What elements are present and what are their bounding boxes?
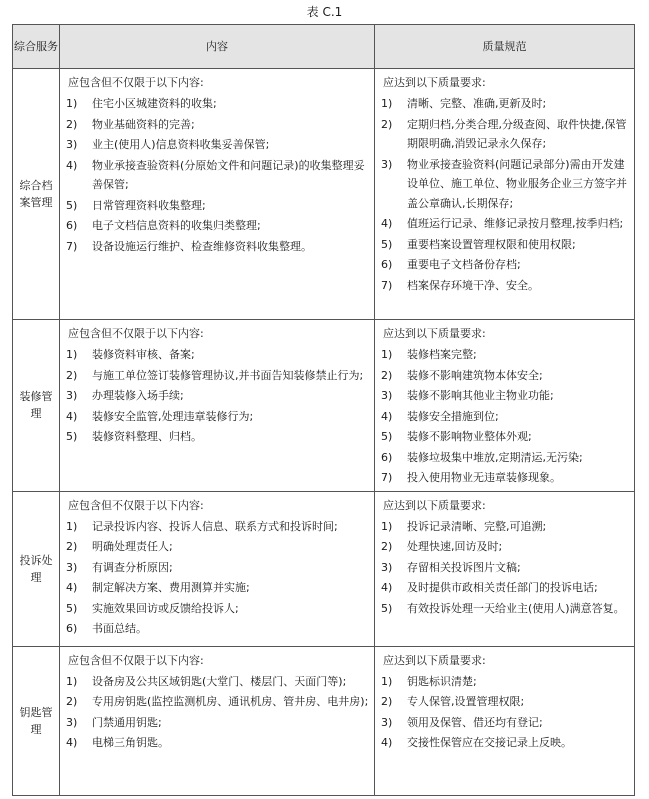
- list-item: [381, 255, 630, 275]
- item-text: 实施效果回访或反馈给投诉人;: [92, 601, 239, 615]
- item-number: 3): [66, 715, 78, 729]
- list-item: [66, 386, 370, 406]
- quality-cell: [375, 320, 635, 492]
- category-cell: 投诉处理: [13, 491, 60, 646]
- list-item: [381, 407, 630, 427]
- list-item: [381, 468, 630, 488]
- quality-cell-intro: 应达到以下质量要求:: [383, 327, 486, 340]
- content-cell-intro: 应包含但不仅限于以下内容:: [68, 653, 204, 667]
- list-item: [66, 115, 370, 135]
- item-number: 4): [381, 409, 393, 423]
- item-number: 6): [66, 622, 78, 635]
- item-number: 5): [381, 601, 393, 615]
- item-text: 装修资料审核、备案;: [92, 348, 195, 361]
- item-number: 3): [66, 560, 78, 574]
- item-text: 明确处理责任人;: [92, 540, 173, 553]
- item-text: 制定解决方案、费用测算并实施;: [92, 581, 250, 594]
- quality-cell-intro: 应达到以下质量要求:: [383, 498, 486, 512]
- item-number: 2): [381, 117, 393, 131]
- item-text: 投诉记录清晰、完整,可追溯;: [407, 519, 547, 533]
- list-item: [66, 672, 370, 692]
- item-text: 装修不影响建筑物本体安全;: [407, 368, 543, 382]
- item-number: 6): [381, 450, 393, 464]
- item-number: 7): [381, 471, 393, 484]
- header-category: 综合服务: [13, 25, 60, 69]
- list-item: [66, 216, 370, 236]
- item-number: 2): [381, 695, 393, 708]
- list-item: [381, 517, 630, 537]
- list-item: [381, 578, 630, 598]
- item-number: 6): [381, 258, 393, 271]
- content-cell: [60, 646, 375, 795]
- item-text: 重要电子文档备份存档;: [407, 258, 521, 271]
- item-number: 1): [381, 348, 393, 361]
- item-text: 装修安全措施到位;: [407, 409, 499, 423]
- item-number: 1): [381, 674, 393, 688]
- item-text: 门禁通用钥匙;: [92, 715, 162, 729]
- item-number: 6): [66, 219, 78, 232]
- list-item: [381, 713, 630, 733]
- quality-cell: [375, 646, 635, 795]
- list-item: [66, 135, 370, 155]
- quality-cell: [375, 69, 635, 320]
- list-item: [66, 345, 370, 365]
- list-item: [381, 672, 630, 692]
- list-item: [381, 115, 630, 154]
- item-text: 装修垃圾集中堆放,定期清运,无污染;: [407, 450, 583, 464]
- item-text: 电梯三角钥匙。: [92, 736, 169, 749]
- item-number: 5): [381, 430, 393, 443]
- item-number: 2): [381, 540, 393, 553]
- list-item: [66, 366, 370, 386]
- item-text: 专人保管,设置管理权限;: [407, 695, 525, 708]
- item-text: 设备房及公共区域钥匙(大堂门、楼层门、天面门等);: [92, 674, 347, 688]
- list-item: [66, 517, 370, 537]
- list-item: [381, 733, 630, 753]
- category-cell: 钥匙管理: [13, 646, 60, 795]
- content-cell-intro: 应包含但不仅限于以下内容:: [68, 76, 204, 89]
- item-text: 投入使用物业无违章装修现象。: [407, 471, 561, 484]
- item-number: 2): [66, 540, 78, 553]
- item-text: 住宅小区城建资料的收集;: [92, 97, 217, 110]
- item-text: 业主(使用人)信息资料收集妥善保管;: [92, 138, 270, 151]
- item-text: 值班运行记录、维修记录按月整理,按季归档;: [407, 217, 624, 230]
- item-number: 5): [66, 430, 78, 443]
- list-item: [381, 345, 630, 365]
- list-item: [66, 407, 370, 427]
- item-text: 与施工单位签订装修管理协议,并书面告知装修禁止行为;: [92, 368, 364, 382]
- item-text: 有效投诉处理一天给业主(使用人)满意答复。: [407, 601, 625, 615]
- item-text: 装修档案完整;: [407, 348, 477, 361]
- item-number: 3): [381, 560, 393, 574]
- content-cell: [60, 320, 375, 492]
- item-text: 档案保存环境干净、安全。: [407, 278, 539, 292]
- quality-cell: [375, 491, 635, 646]
- item-number: 4): [381, 217, 393, 230]
- list-item: [381, 366, 630, 386]
- item-number: 1): [66, 674, 78, 688]
- content-cell: [60, 69, 375, 320]
- header-quality: 质量规范: [375, 25, 635, 69]
- list-item: [381, 558, 630, 578]
- item-text: 专用房钥匙(监控监测机房、通讯机房、管井房、电井房);: [92, 695, 369, 708]
- list-item: [66, 196, 370, 216]
- item-number: 2): [66, 117, 78, 131]
- item-text: 装修不影响其他业主物业功能;: [407, 389, 554, 402]
- content-cell-intro: 应包含但不仅限于以下内容:: [68, 498, 204, 512]
- item-text: 钥匙标识清楚;: [407, 674, 477, 688]
- table-row: [13, 491, 635, 646]
- item-text: 设备设施运行维护、检查维修资料收集整理。: [92, 239, 312, 253]
- item-number: 4): [66, 409, 78, 423]
- item-text: 物业承接查验资料(分原始文件和问题记录)的收集整理妥善保管;: [92, 158, 365, 191]
- list-item: [381, 214, 630, 234]
- list-item: [66, 94, 370, 114]
- item-number: 5): [66, 198, 78, 212]
- item-text: 及时提供市政相关责任部门的投诉电话;: [407, 581, 598, 594]
- list-item: [381, 235, 630, 255]
- header-row: [13, 25, 635, 69]
- item-text: 物业基础资料的完善;: [92, 117, 195, 131]
- item-number: 3): [381, 715, 393, 729]
- item-text: 重要档案设置管理权限和使用权限;: [407, 237, 576, 251]
- content-cell: [60, 491, 375, 646]
- item-text: 装修安全监管,处理违章装修行为;: [92, 409, 254, 423]
- list-item: [66, 427, 370, 447]
- table-row: [13, 69, 635, 320]
- list-item: [66, 558, 370, 578]
- item-text: 物业承接查验资料(问题记录部分)需由开发建设单位、施工单位、物业服务企业三方签字并盖公章确认,长期保存;: [407, 157, 627, 210]
- item-number: 2): [381, 368, 393, 382]
- category-cell: 装修管理: [13, 320, 60, 492]
- list-item: [381, 427, 630, 447]
- list-item: [381, 386, 630, 406]
- item-number: 1): [66, 97, 78, 110]
- service-table: [12, 24, 635, 796]
- table-row: [13, 320, 635, 492]
- item-number: 4): [381, 581, 393, 594]
- item-text: 存留相关投诉图片文稿;: [407, 560, 521, 574]
- item-number: 1): [66, 519, 78, 533]
- item-text: 记录投诉内容、投诉人信息、联系方式和投诉时间;: [92, 519, 338, 533]
- item-number: 5): [66, 601, 78, 615]
- item-number: 1): [381, 97, 393, 110]
- item-text: 装修资料整理、归档。: [92, 430, 202, 443]
- item-text: 领用及保管、借还均有登记;: [407, 715, 543, 729]
- quality-cell-intro: 应达到以下质量要求:: [383, 653, 486, 667]
- item-text: 电子文档信息资料的收集归类整理;: [92, 219, 261, 232]
- item-number: 2): [66, 368, 78, 382]
- list-item: [66, 578, 370, 598]
- item-number: 2): [66, 695, 78, 708]
- item-number: 3): [66, 138, 78, 151]
- list-item: [66, 713, 370, 733]
- list-item: [66, 619, 370, 639]
- list-item: [381, 155, 630, 214]
- item-number: 4): [381, 736, 393, 749]
- category-cell: 综合档案管理: [13, 69, 60, 320]
- item-number: 3): [66, 389, 78, 402]
- header-content: 内容: [60, 25, 375, 69]
- item-text: 有调查分析原因;: [92, 560, 173, 574]
- list-item: [381, 276, 630, 296]
- item-number: 7): [381, 278, 393, 292]
- item-text: 办理装修入场手续;: [92, 389, 184, 402]
- quality-cell-intro: 应达到以下质量要求:: [383, 76, 486, 89]
- item-text: 处理快速,回访及时;: [407, 540, 503, 553]
- list-item: [381, 537, 630, 557]
- list-item: [66, 733, 370, 753]
- list-item: [381, 448, 630, 468]
- item-number: 4): [66, 158, 78, 172]
- list-item: [381, 692, 630, 712]
- item-text: 装修不影响物业整体外观;: [407, 430, 532, 443]
- list-item: [66, 156, 370, 195]
- item-number: 1): [66, 348, 78, 361]
- list-item: [66, 599, 370, 619]
- item-number: 3): [381, 389, 393, 402]
- item-number: 4): [66, 736, 78, 749]
- item-number: 5): [381, 237, 393, 251]
- item-text: 书面总结。: [92, 622, 147, 635]
- content-cell-intro: 应包含但不仅限于以下内容:: [68, 327, 204, 340]
- table-row: [13, 646, 635, 795]
- list-item: [381, 599, 630, 619]
- item-number: 7): [66, 239, 78, 253]
- item-text: 定期归档,分类合理,分级查阅、取件快捷,保管期限明确,消毁记录永久保存;: [407, 117, 627, 150]
- list-item: [66, 537, 370, 557]
- table-caption: 表 C.1: [306, 5, 343, 19]
- list-item: [381, 94, 630, 114]
- list-item: [66, 692, 370, 712]
- item-text: 清晰、完整、准确,更新及时;: [407, 97, 547, 110]
- item-number: 1): [381, 519, 393, 533]
- item-number: 4): [66, 581, 78, 594]
- item-number: 3): [381, 157, 393, 171]
- item-text: 交接性保管应在交接记录上反映。: [407, 736, 572, 749]
- list-item: [66, 237, 370, 257]
- item-text: 日常管理资料收集整理;: [92, 198, 206, 212]
